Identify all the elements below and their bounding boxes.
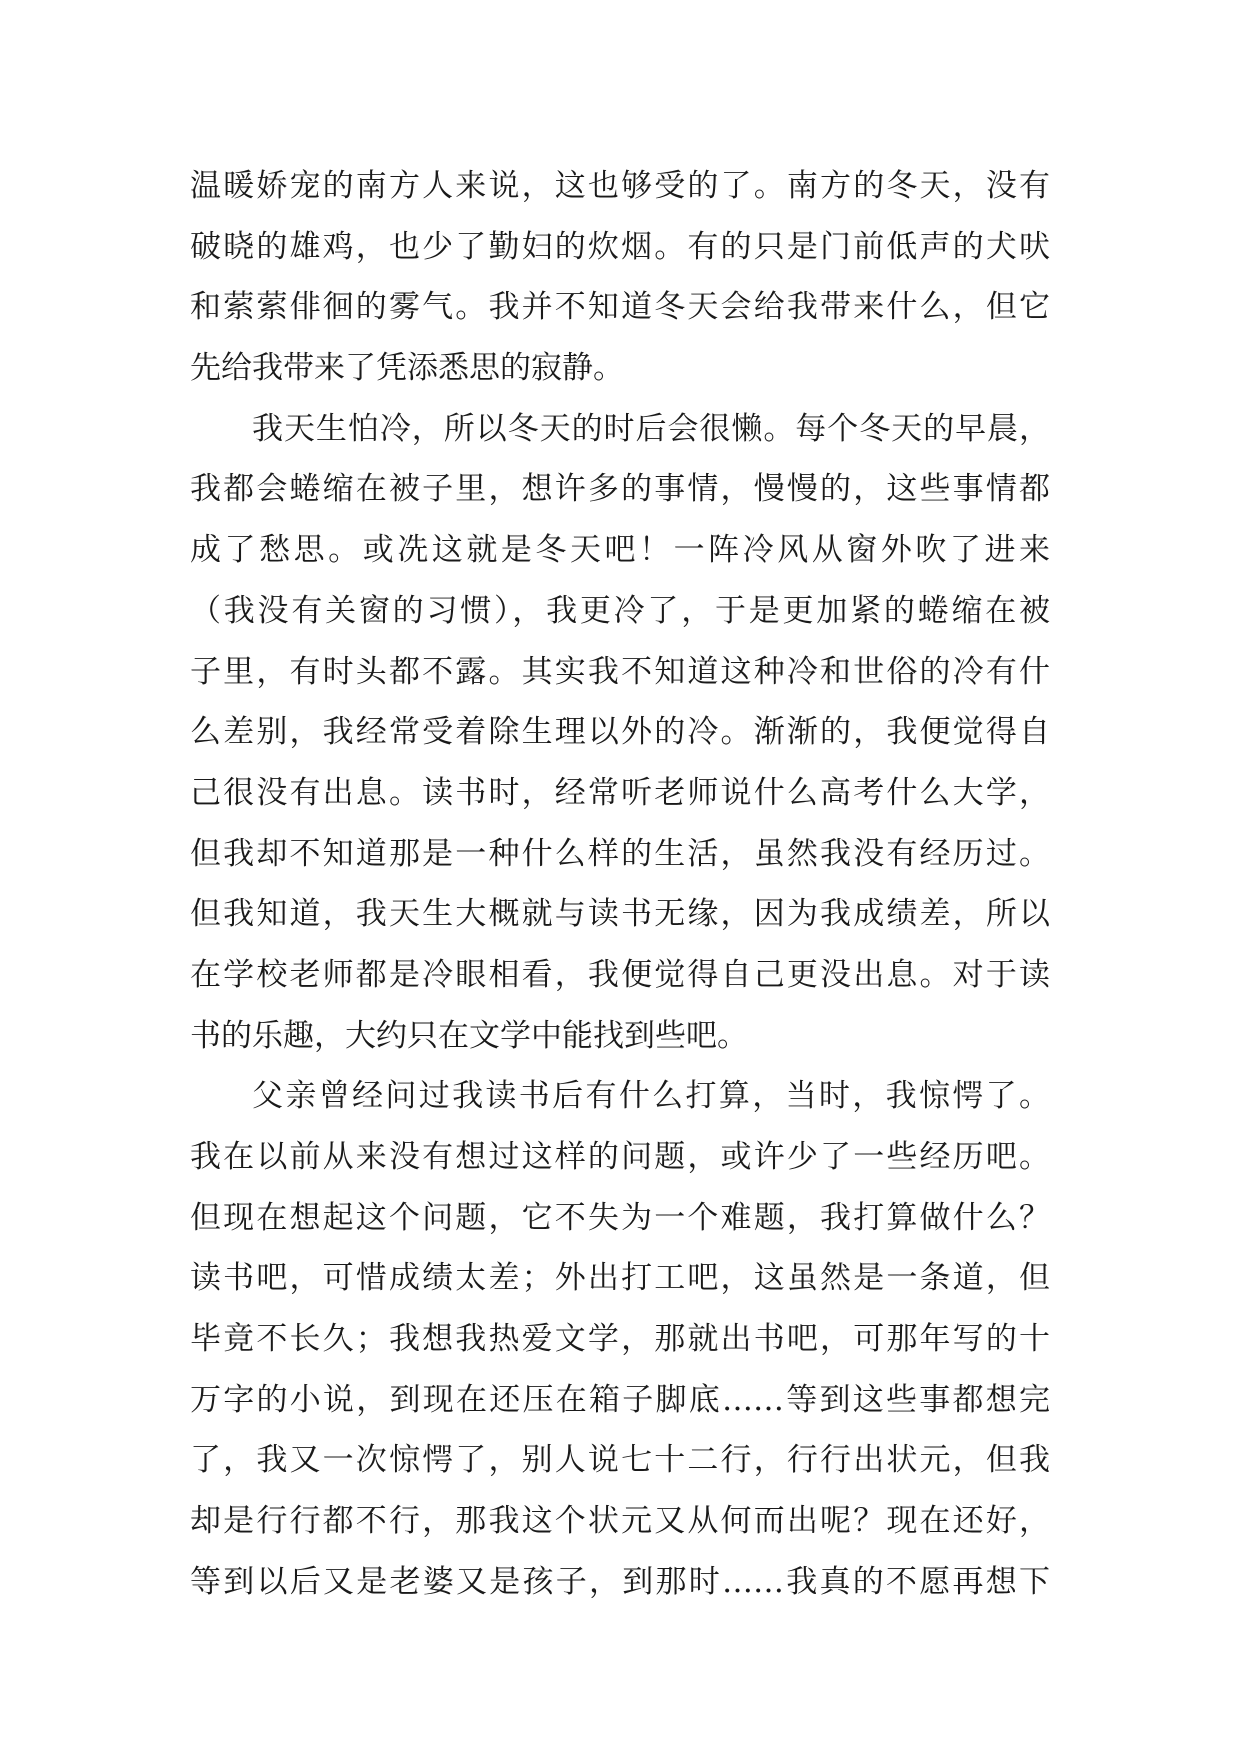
- text-line: 但我却不知道那是一种什么样的生活，虽然我没有经历过。: [190, 835, 1050, 872]
- text-line: 毕竟不长久；我想我热爱文学，那就出书吧，可那年写的十: [190, 1321, 1050, 1358]
- text-line: 书的乐趣，大约只在文学中能找到些吧。: [190, 1017, 748, 1054]
- text-line: 成了愁思。或冼这就是冬天吧！一阵冷风从窗外吹了进来: [190, 532, 1050, 569]
- text-line: 在学校老师都是冷眼相看，我便觉得自己更没出息。对于读: [190, 956, 1050, 993]
- text-line: 温暖娇宠的南方人来说，这也够受的了。南方的冬天，没有: [190, 168, 1050, 204]
- text-line: 但现在想起这个问题，它不失为一个难题，我打算做什么？: [190, 1199, 1050, 1236]
- text-line: 破晓的雄鸡，也少了勤妇的炊烟。有的只是门前低声的犬吠: [190, 228, 1050, 265]
- text-line: （我没有关窗的习惯），我更冷了，于是更加紧的蜷缩在被: [190, 592, 1050, 629]
- paragraph: [190, 399, 1050, 1067]
- text-line: 么差别，我经常受着除生理以外的冷。渐渐的，我便觉得自: [190, 714, 1050, 751]
- text-line: 却是行行都不行，那我这个状元又从何而出呢？现在还好，: [190, 1503, 1050, 1540]
- text-line: 我都会蜷缩在被子里，想许多的事情，慢慢的，这些事情都: [190, 471, 1050, 508]
- text-line: 父亲曾经问过我读书后有什么打算，当时，我惊愕了。: [252, 1078, 1050, 1115]
- text-line: 我在以前从来没有想过这样的问题，或许少了一些经历吧。: [190, 1139, 1050, 1175]
- document-body: [190, 156, 1050, 1613]
- text-line: 等到以后又是老婆又是孩子，到那时……我真的不愿再想下: [190, 1563, 1050, 1600]
- text-line: 和萦萦俳徊的雾气。我并不知道冬天会给我带来什么，但它: [190, 289, 1050, 326]
- text-line: 我天生怕冷，所以冬天的时后会很懒。每个冬天的早晨，: [252, 410, 1050, 447]
- text-line: 先给我带来了凭添悉思的寂静。: [190, 350, 624, 387]
- text-line: 但我知道，我天生大概就与读书无缘，因为我成绩差，所以: [190, 896, 1050, 933]
- paragraph: [190, 156, 1050, 399]
- text-line: 了，我又一次惊愕了，别人说七十二行，行行出状元，但我: [190, 1442, 1050, 1479]
- text-line: 万字的小说，到现在还压在箱子脚底……等到这些事都想完: [190, 1381, 1050, 1418]
- text-line: 子里，有时头都不露。其实我不知道这种冷和世俗的冷有什: [190, 653, 1050, 690]
- paragraph: [190, 1066, 1050, 1612]
- text-line: 己很没有出息。读书时，经常听老师说什么高考什么大学，: [190, 774, 1050, 811]
- text-line: 读书吧，可惜成绩太差；外出打工吧，这虽然是一条道，但: [190, 1260, 1050, 1297]
